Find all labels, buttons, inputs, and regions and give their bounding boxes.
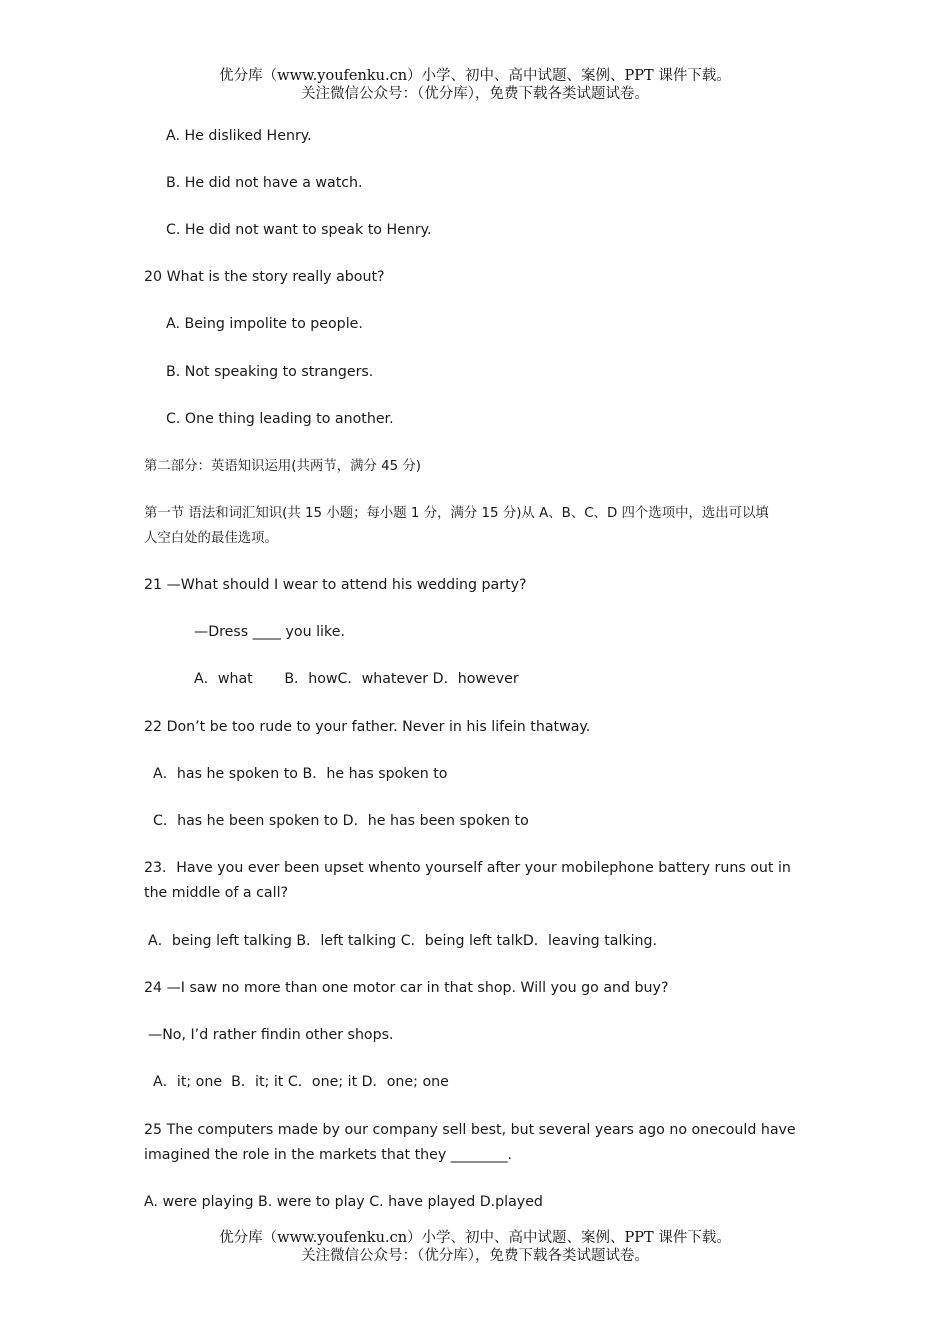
q20-stem: 20 What is the story really about?	[144, 269, 385, 285]
q24-reply: —No, I’d rather findin other shops.	[148, 1027, 394, 1043]
part2-title: 第二部分：英语知识运用(共两节，满分 45 分)	[144, 459, 422, 474]
q23-stem-line-1: 23．Have you ever been upset whento yourself after your mobilephone battery runs out in	[144, 860, 791, 876]
q25-stem-line-1: 25 The computers made by our company sell best, but several years ago no onecould have	[144, 1122, 796, 1138]
q19-option-b: B. He did not have a watch.	[166, 175, 363, 191]
section1-instructions-line-1: 第一节 语法和词汇知识(共 15 小题；每小题 1 分，满分 15 分)从 A、B、C、D 四个选项中，选出可以填	[144, 506, 769, 521]
q22-options-cd: C．has he been spoken to D．he has been spoken to	[153, 813, 529, 829]
q25-stem-line-2: imagined the role in the markets that they ________.	[144, 1147, 513, 1163]
q19-option-c: C. He did not want to speak to Henry.	[166, 222, 432, 238]
header-line-2: 关注微信公众号：（优分库），免费下载各类试题试卷。	[301, 86, 649, 102]
footer-line-1: 优分库（www.youfenku.cn）小学、初中、高中试题、案例、PPT 课件下载。	[219, 1230, 731, 1246]
q20-option-c: C. One thing leading to another.	[166, 411, 394, 427]
q24-stem: 24 —I saw no more than one motor car in that shop. Will you go and buy?	[144, 980, 669, 996]
q20-option-a: A. Being impolite to people.	[166, 316, 363, 332]
section1-instructions-line-2: 人空白处的最佳选项。	[144, 531, 278, 546]
q21-options: A．what B．howC．whatever D．however	[194, 671, 519, 687]
q24-options: A．it; one B．it; it C．one; it D．one; one	[153, 1074, 449, 1090]
q22-stem: 22 Don’t be too rude to your father. Never in his lifein thatway.	[144, 719, 591, 735]
q23-options: A．being left talking B．left talking C．being left talkD．leaving talking.	[148, 933, 658, 949]
q19-option-a: A. He disliked Henry.	[166, 128, 312, 144]
q22-options-ab: A．has he spoken to B．he has spoken to	[153, 766, 448, 782]
page-header	[0, 67, 950, 103]
q23-stem-line-2: the middle of a call?	[144, 885, 289, 901]
q21-reply: —Dress ____ you like.	[194, 624, 345, 640]
page-footer	[0, 1229, 950, 1265]
q20-option-b: B. Not speaking to strangers.	[166, 364, 374, 380]
footer-line-2: 关注微信公众号：（优分库），免费下载各类试题试卷。	[301, 1248, 649, 1264]
q25-options: A. were playing B. were to play C. have played D.played	[144, 1194, 543, 1210]
header-line-1: 优分库（www.youfenku.cn）小学、初中、高中试题、案例、PPT 课件下载。	[219, 68, 731, 84]
q21-stem: 21 —What should I wear to attend his wedding party?	[144, 577, 527, 593]
